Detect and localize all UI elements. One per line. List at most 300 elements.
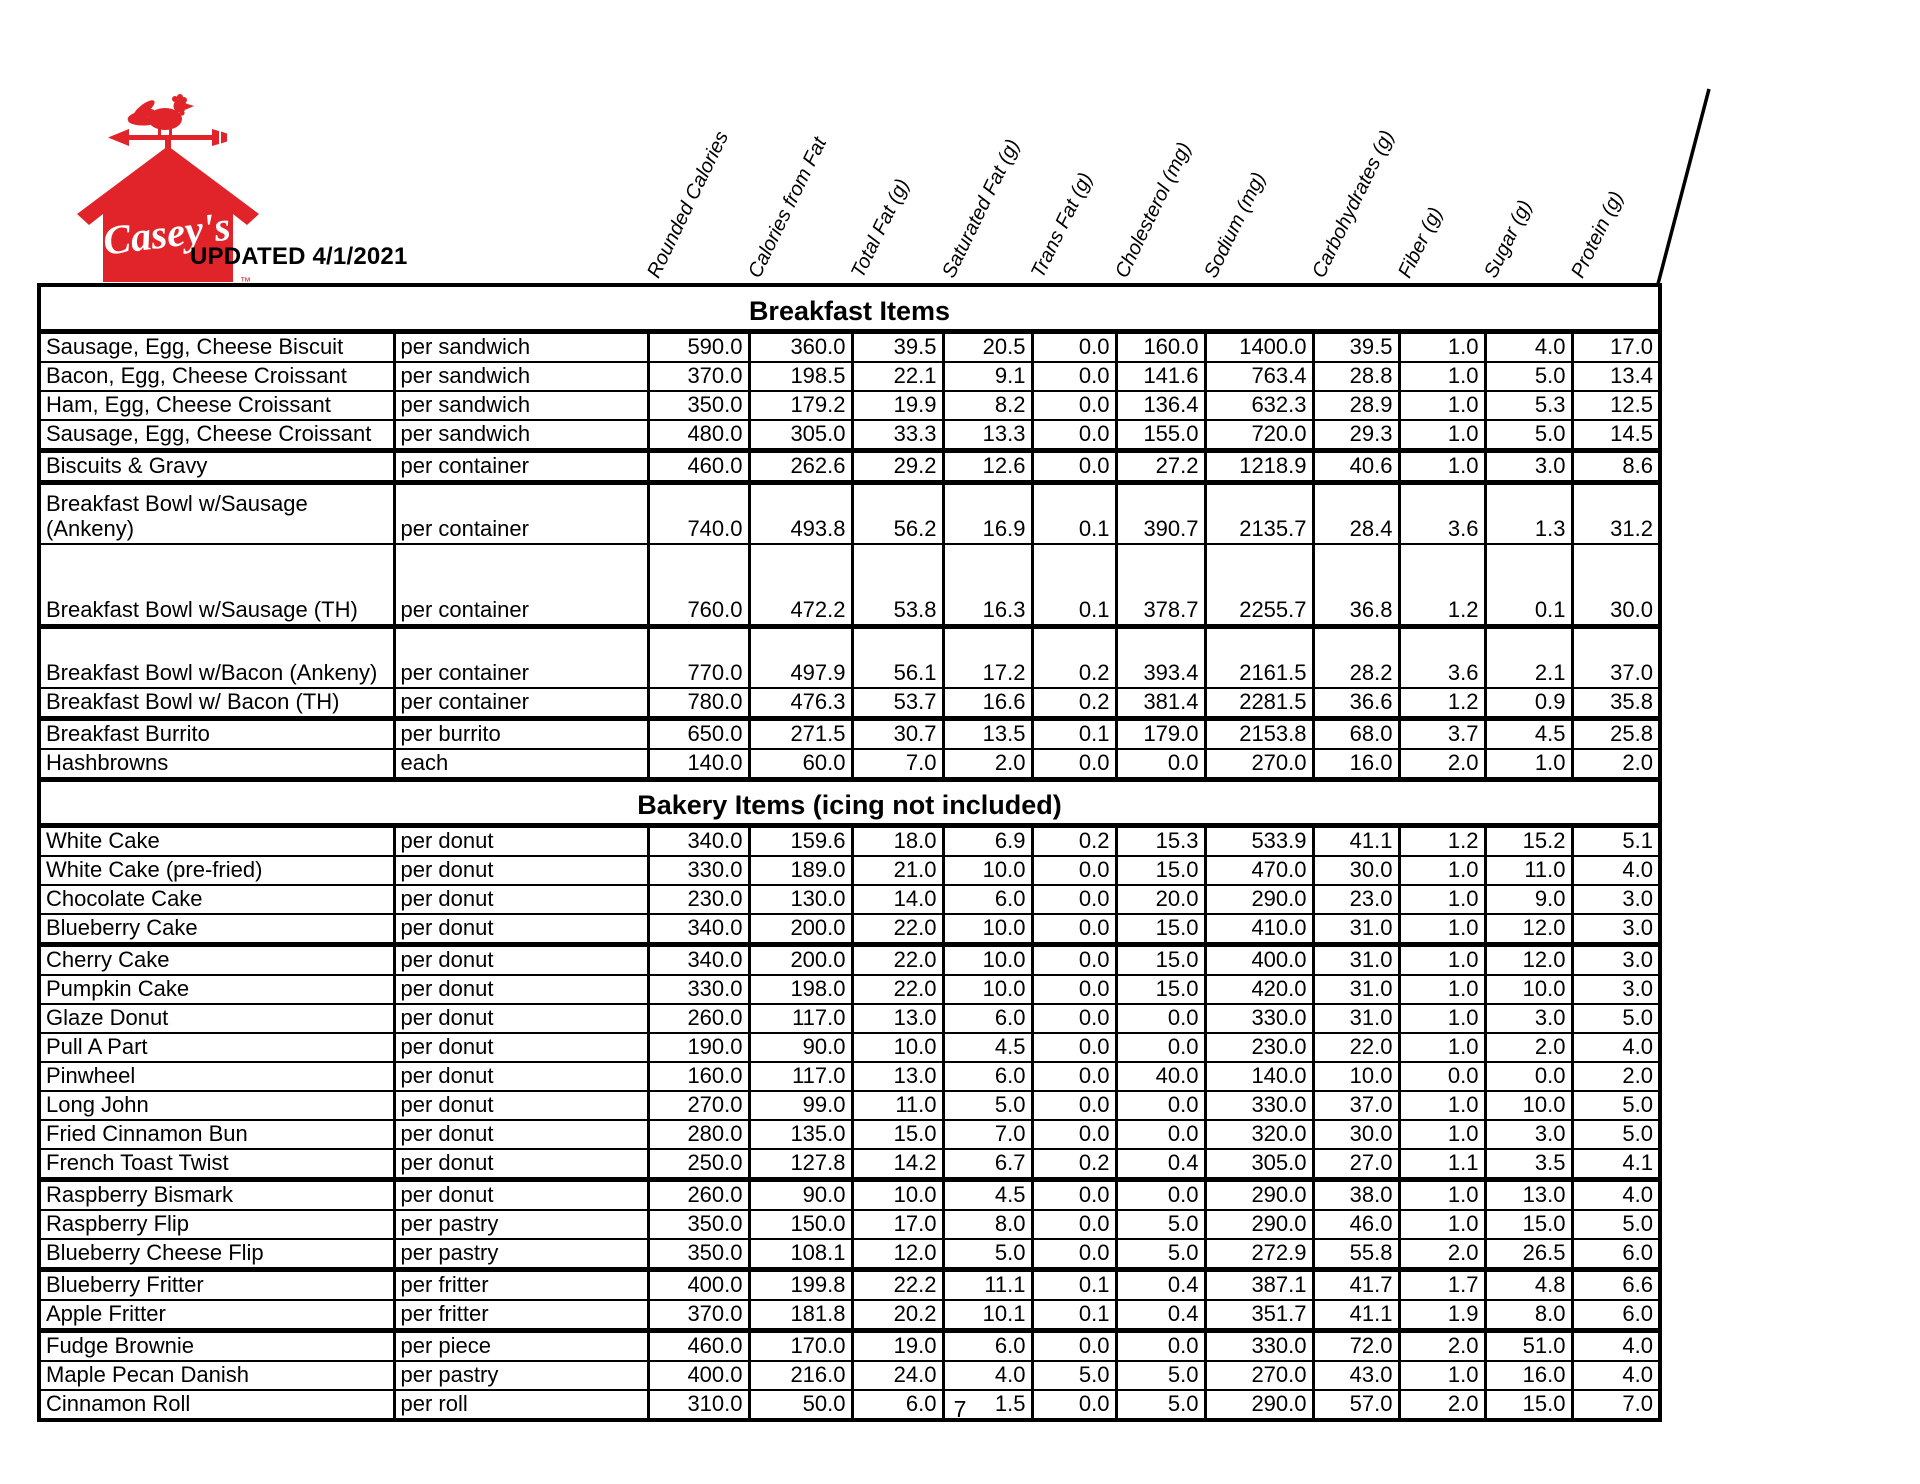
- nutrient-value-cell: 99.0: [749, 1091, 852, 1120]
- serving-size-cell: per pastry: [394, 1361, 648, 1390]
- nutrient-value-cell: 53.7: [852, 688, 943, 719]
- nutrient-value-cell: 1.7: [1399, 1270, 1485, 1301]
- nutrient-value-cell: 181.8: [749, 1300, 852, 1331]
- nutrient-value-cell: 16.0: [1485, 1361, 1572, 1390]
- nutrient-value-cell: 270.0: [648, 1091, 749, 1120]
- nutrient-value-cell: 7.0: [852, 749, 943, 780]
- nutrient-value-cell: 10.0: [943, 856, 1032, 885]
- nutrient-value-cell: 305.0: [749, 420, 852, 451]
- nutrient-value-cell: 5.0: [1032, 1361, 1116, 1390]
- nutrient-value-cell: 10.0: [1485, 975, 1572, 1004]
- nutrient-value-cell: 650.0: [648, 719, 749, 750]
- serving-size-cell: each: [394, 749, 648, 780]
- nutrient-value-cell: 420.0: [1205, 975, 1313, 1004]
- nutrient-value-cell: 56.1: [852, 626, 943, 688]
- nutrient-value-cell: 1.2: [1399, 544, 1485, 626]
- item-name-cell: Pull A Part: [39, 1033, 394, 1062]
- table-row: [39, 1210, 1660, 1239]
- nutrient-value-cell: 15.0: [1116, 945, 1205, 976]
- nutrient-value-cell: 31.2: [1572, 482, 1660, 544]
- nutrient-value-cell: 24.0: [852, 1361, 943, 1390]
- nutrient-value-cell: 260.0: [648, 1004, 749, 1033]
- serving-size-cell: per donut: [394, 856, 648, 885]
- nutrient-value-cell: 6.6: [1572, 1270, 1660, 1301]
- nutrient-value-cell: 0.0: [1032, 1390, 1116, 1420]
- nutrient-value-cell: 470.0: [1205, 856, 1313, 885]
- nutrient-value-cell: 0.0: [1032, 362, 1116, 391]
- nutrient-value-cell: 16.9: [943, 482, 1032, 544]
- item-name-cell: Hashbrowns: [39, 749, 394, 780]
- nutrient-value-cell: 39.5: [1313, 331, 1399, 362]
- nutrient-value-cell: 5.0: [1116, 1390, 1205, 1420]
- table-row: [39, 1120, 1660, 1149]
- nutrient-value-cell: 4.5: [943, 1033, 1032, 1062]
- table-row: [39, 391, 1660, 420]
- nutrient-value-cell: 1.0: [1399, 420, 1485, 451]
- item-name-cell: Cherry Cake: [39, 945, 394, 976]
- nutrient-value-cell: 4.0: [1572, 1331, 1660, 1362]
- nutrient-value-cell: 0.0: [1116, 1120, 1205, 1149]
- nutrient-value-cell: 1.9: [1399, 1300, 1485, 1331]
- nutrient-value-cell: 0.0: [1399, 1062, 1485, 1091]
- nutrient-value-cell: 160.0: [1116, 331, 1205, 362]
- nutrient-value-cell: 0.0: [1032, 1210, 1116, 1239]
- nutrient-value-cell: 127.8: [749, 1149, 852, 1180]
- nutrient-value-cell: 740.0: [648, 482, 749, 544]
- nutrient-value-cell: 1.0: [1399, 1120, 1485, 1149]
- nutrient-value-cell: 0.0: [1116, 749, 1205, 780]
- header-diagonal-line: [1648, 82, 1728, 292]
- column-header-fiber-g: Fiber (g): [1394, 203, 1448, 282]
- nutrient-value-cell: 30.0: [1572, 544, 1660, 626]
- table-row: [39, 1270, 1660, 1301]
- nutrient-value-cell: 5.0: [1116, 1361, 1205, 1390]
- nutrient-value-cell: 20.0: [1116, 885, 1205, 914]
- item-name-cell: Raspberry Flip: [39, 1210, 394, 1239]
- table-row: [39, 626, 1660, 688]
- nutrient-value-cell: 350.0: [648, 1239, 749, 1270]
- nutrient-value-cell: 290.0: [1205, 1180, 1313, 1211]
- table-row: [39, 975, 1660, 1004]
- nutrient-value-cell: 46.0: [1313, 1210, 1399, 1239]
- column-header-rounded-calories: Rounded Calories: [643, 127, 734, 282]
- nutrient-value-cell: 19.0: [852, 1331, 943, 1362]
- updated-date-label: UPDATED 4/1/2021: [190, 243, 408, 270]
- item-name-cell: Sausage, Egg, Cheese Croissant: [39, 420, 394, 451]
- nutrient-value-cell: 33.3: [852, 420, 943, 451]
- nutrient-value-cell: 230.0: [1205, 1033, 1313, 1062]
- nutrient-value-cell: 90.0: [749, 1180, 852, 1211]
- nutrient-value-cell: 250.0: [648, 1149, 749, 1180]
- table-row: [39, 1180, 1660, 1211]
- nutrient-value-cell: 0.1: [1032, 719, 1116, 750]
- serving-size-cell: per pastry: [394, 1210, 648, 1239]
- nutrient-value-cell: 60.0: [749, 749, 852, 780]
- serving-size-cell: per donut: [394, 1062, 648, 1091]
- nutrient-value-cell: 400.0: [1205, 945, 1313, 976]
- logo-wordmark: Casey's: [100, 202, 233, 264]
- nutrient-value-cell: 0.0: [1032, 749, 1116, 780]
- nutrient-value-cell: 0.0: [1032, 391, 1116, 420]
- nutrient-value-cell: 0.0: [1032, 914, 1116, 945]
- nutrient-value-cell: 117.0: [749, 1062, 852, 1091]
- nutrient-value-cell: 6.9: [943, 826, 1032, 857]
- serving-size-cell: per container: [394, 688, 648, 719]
- nutrient-value-cell: 2.0: [943, 749, 1032, 780]
- item-name-cell: Bacon, Egg, Cheese Croissant: [39, 362, 394, 391]
- nutrient-value-cell: 381.4: [1116, 688, 1205, 719]
- nutrient-value-cell: 720.0: [1205, 420, 1313, 451]
- serving-size-cell: per donut: [394, 945, 648, 976]
- nutrient-value-cell: 330.0: [1205, 1331, 1313, 1362]
- page-number: 7: [953, 1396, 967, 1422]
- table-row: [39, 1361, 1660, 1390]
- nutrient-value-cell: 1.0: [1485, 749, 1572, 780]
- nutrient-value-cell: 400.0: [648, 1270, 749, 1301]
- item-name-cell: White Cake: [39, 826, 394, 857]
- nutrient-value-cell: 340.0: [648, 826, 749, 857]
- nutrient-value-cell: 199.8: [749, 1270, 852, 1301]
- nutrient-value-cell: 2.0: [1399, 749, 1485, 780]
- nutrient-value-cell: 10.0: [943, 914, 1032, 945]
- item-name-cell: Blueberry Fritter: [39, 1270, 394, 1301]
- nutrient-value-cell: 780.0: [648, 688, 749, 719]
- nutrient-value-cell: 10.0: [1485, 1091, 1572, 1120]
- nutrient-value-cell: 1.5: [943, 1390, 1032, 1420]
- section-title: Bakery Items (icing not included): [39, 780, 1660, 826]
- nutrient-value-cell: 16.3: [943, 544, 1032, 626]
- nutrient-value-cell: 22.0: [852, 945, 943, 976]
- nutrient-value-cell: 1.0: [1399, 1180, 1485, 1211]
- nutrient-value-cell: 136.4: [1116, 391, 1205, 420]
- nutrient-value-cell: 28.4: [1313, 482, 1399, 544]
- nutrient-value-cell: 6.0: [1572, 1239, 1660, 1270]
- table-row: [39, 945, 1660, 976]
- nutrient-value-cell: 30.7: [852, 719, 943, 750]
- nutrient-value-cell: 17.0: [1572, 331, 1660, 362]
- nutrient-value-cell: 1.0: [1399, 885, 1485, 914]
- serving-size-cell: per container: [394, 482, 648, 544]
- nutrient-value-cell: 56.2: [852, 482, 943, 544]
- nutrient-value-cell: 15.2: [1485, 826, 1572, 857]
- nutrient-value-cell: 3.7: [1399, 719, 1485, 750]
- nutrient-value-cell: 0.0: [1032, 450, 1116, 482]
- nutrient-value-cell: 0.2: [1032, 626, 1116, 688]
- item-name-cell: Blueberry Cheese Flip: [39, 1239, 394, 1270]
- nutrient-value-cell: 6.0: [943, 1004, 1032, 1033]
- nutrient-value-cell: 28.8: [1313, 362, 1399, 391]
- nutrient-value-cell: 10.0: [1313, 1062, 1399, 1091]
- nutrient-value-cell: 2.1: [1485, 626, 1572, 688]
- column-header-trans-fat-g: Trans Fat (g): [1027, 169, 1097, 282]
- column-header-sugar-g: Sugar (g): [1480, 196, 1537, 282]
- nutrient-value-cell: 15.0: [1485, 1390, 1572, 1420]
- nutrient-value-cell: 159.6: [749, 826, 852, 857]
- nutrient-value-cell: 0.0: [1032, 1239, 1116, 1270]
- nutrient-value-cell: 11.1: [943, 1270, 1032, 1301]
- serving-size-cell: per piece: [394, 1331, 648, 1362]
- nutrient-value-cell: 160.0: [648, 1062, 749, 1091]
- item-name-cell: Long John: [39, 1091, 394, 1120]
- nutrient-value-cell: 2255.7: [1205, 544, 1313, 626]
- nutrient-value-cell: 10.0: [943, 945, 1032, 976]
- nutrient-value-cell: 13.5: [943, 719, 1032, 750]
- nutrient-value-cell: 1.0: [1399, 391, 1485, 420]
- serving-size-cell: per donut: [394, 1091, 648, 1120]
- nutrient-value-cell: 330.0: [1205, 1004, 1313, 1033]
- nutrient-value-cell: 2153.8: [1205, 719, 1313, 750]
- nutrient-value-cell: 310.0: [648, 1390, 749, 1420]
- nutrient-value-cell: 0.0: [1032, 1120, 1116, 1149]
- nutrient-value-cell: 21.0: [852, 856, 943, 885]
- table-row: [39, 1149, 1660, 1180]
- nutrient-value-cell: 4.8: [1485, 1270, 1572, 1301]
- nutrient-value-cell: 35.8: [1572, 688, 1660, 719]
- nutrient-value-cell: 141.6: [1116, 362, 1205, 391]
- nutrient-value-cell: 1.0: [1399, 1004, 1485, 1033]
- nutrient-value-cell: 0.0: [1032, 1180, 1116, 1211]
- nutrient-value-cell: 632.3: [1205, 391, 1313, 420]
- table-row: [39, 688, 1660, 719]
- nutrient-value-cell: 1.0: [1399, 1091, 1485, 1120]
- nutrient-value-cell: 29.2: [852, 450, 943, 482]
- nutrient-value-cell: 230.0: [648, 885, 749, 914]
- nutrient-value-cell: 22.1: [852, 362, 943, 391]
- nutrient-value-cell: 0.0: [1032, 420, 1116, 451]
- nutrient-value-cell: 0.0: [1116, 1091, 1205, 1120]
- nutrient-value-cell: 0.0: [1032, 885, 1116, 914]
- nutrient-value-cell: 22.0: [852, 914, 943, 945]
- table-row: [39, 1300, 1660, 1331]
- nutrient-value-cell: 12.6: [943, 450, 1032, 482]
- nutrient-value-cell: 4.0: [1572, 1180, 1660, 1211]
- nutrient-value-cell: 179.2: [749, 391, 852, 420]
- nutrient-value-cell: 5.0: [943, 1239, 1032, 1270]
- nutrient-value-cell: 305.0: [1205, 1149, 1313, 1180]
- nutrient-value-cell: 1.0: [1399, 1361, 1485, 1390]
- nutrient-value-cell: 38.0: [1313, 1180, 1399, 1211]
- table-row: [39, 1062, 1660, 1091]
- table-row: [39, 1033, 1660, 1062]
- nutrient-value-cell: 350.0: [648, 391, 749, 420]
- nutrient-value-cell: 1.0: [1399, 1033, 1485, 1062]
- nutrient-value-cell: 0.4: [1116, 1300, 1205, 1331]
- nutrient-value-cell: 410.0: [1205, 914, 1313, 945]
- nutrient-value-cell: 770.0: [648, 626, 749, 688]
- nutrient-value-cell: 0.0: [1032, 1091, 1116, 1120]
- nutrient-value-cell: 5.0: [1116, 1239, 1205, 1270]
- nutrient-value-cell: 13.4: [1572, 362, 1660, 391]
- nutrient-value-cell: 36.6: [1313, 688, 1399, 719]
- item-name-cell: Sausage, Egg, Cheese Biscuit: [39, 331, 394, 362]
- nutrient-value-cell: 39.5: [852, 331, 943, 362]
- nutrient-value-cell: 4.1: [1572, 1149, 1660, 1180]
- nutrient-value-cell: 590.0: [648, 331, 749, 362]
- nutrient-value-cell: 12.0: [1485, 914, 1572, 945]
- nutrient-value-cell: 6.0: [1572, 1300, 1660, 1331]
- nutrient-value-cell: 30.0: [1313, 856, 1399, 885]
- serving-size-cell: per sandwich: [394, 391, 648, 420]
- nutrient-value-cell: 179.0: [1116, 719, 1205, 750]
- nutrient-value-cell: 0.0: [1032, 1004, 1116, 1033]
- nutrient-value-cell: 4.5: [943, 1180, 1032, 1211]
- nutrient-value-cell: 22.0: [1313, 1033, 1399, 1062]
- nutrient-value-cell: 189.0: [749, 856, 852, 885]
- nutrient-value-cell: 1.0: [1399, 450, 1485, 482]
- nutrient-value-cell: 4.0: [1572, 1361, 1660, 1390]
- nutrient-value-cell: 40.6: [1313, 450, 1399, 482]
- nutrient-value-cell: 117.0: [749, 1004, 852, 1033]
- nutrient-value-cell: 13.0: [852, 1004, 943, 1033]
- nutrient-value-cell: 7.0: [1572, 1390, 1660, 1420]
- serving-size-cell: per fritter: [394, 1300, 648, 1331]
- nutrient-value-cell: 27.2: [1116, 450, 1205, 482]
- nutrient-value-cell: 18.0: [852, 826, 943, 857]
- nutrient-value-cell: 0.9: [1485, 688, 1572, 719]
- nutrient-value-cell: 3.0: [1572, 885, 1660, 914]
- nutrient-value-cell: 41.7: [1313, 1270, 1399, 1301]
- nutrient-value-cell: 22.0: [852, 975, 943, 1004]
- table-row: [39, 826, 1660, 857]
- serving-size-cell: per donut: [394, 1120, 648, 1149]
- nutrient-value-cell: 41.1: [1313, 1300, 1399, 1331]
- nutrient-value-cell: 17.2: [943, 626, 1032, 688]
- nutrient-value-cell: 155.0: [1116, 420, 1205, 451]
- nutrient-value-cell: 0.1: [1032, 482, 1116, 544]
- item-name-cell: Breakfast Bowl w/ Bacon (TH): [39, 688, 394, 719]
- nutrient-value-cell: 25.8: [1572, 719, 1660, 750]
- nutrient-value-cell: 4.0: [1572, 1033, 1660, 1062]
- item-name-cell: Blueberry Cake: [39, 914, 394, 945]
- table-row: [39, 420, 1660, 451]
- nutrient-value-cell: 0.0: [1032, 1062, 1116, 1091]
- nutrient-value-cell: 378.7: [1116, 544, 1205, 626]
- nutrient-value-cell: 2135.7: [1205, 482, 1313, 544]
- nutrient-value-cell: 200.0: [749, 914, 852, 945]
- nutrition-table: [37, 283, 1662, 1422]
- nutrient-value-cell: 0.0: [1032, 975, 1116, 1004]
- nutrient-value-cell: 11.0: [1485, 856, 1572, 885]
- nutrient-value-cell: 12.0: [852, 1239, 943, 1270]
- item-name-cell: Pumpkin Cake: [39, 975, 394, 1004]
- table-row: [39, 856, 1660, 885]
- nutrient-value-cell: 0.0: [1485, 1062, 1572, 1091]
- nutrient-value-cell: 3.0: [1485, 450, 1572, 482]
- nutrient-value-cell: 5.0: [1485, 420, 1572, 451]
- nutrient-value-cell: 260.0: [648, 1180, 749, 1211]
- item-name-cell: Breakfast Burrito: [39, 719, 394, 750]
- nutrient-value-cell: 2.0: [1572, 749, 1660, 780]
- nutrient-value-cell: 135.0: [749, 1120, 852, 1149]
- nutrient-value-cell: 55.8: [1313, 1239, 1399, 1270]
- serving-size-cell: per donut: [394, 826, 648, 857]
- nutrient-value-cell: 12.5: [1572, 391, 1660, 420]
- nutrient-value-cell: 1.0: [1399, 362, 1485, 391]
- nutrient-value-cell: 23.0: [1313, 885, 1399, 914]
- serving-size-cell: per burrito: [394, 719, 648, 750]
- nutrient-value-cell: 270.0: [1205, 1361, 1313, 1390]
- nutrient-value-cell: 10.0: [852, 1180, 943, 1211]
- nutrient-value-cell: 290.0: [1205, 885, 1313, 914]
- column-header-calories-from-fat: Calories from Fat: [744, 133, 832, 282]
- nutrient-value-cell: 0.0: [1116, 1180, 1205, 1211]
- nutrient-value-cell: 330.0: [1205, 1091, 1313, 1120]
- nutrient-value-cell: 6.0: [852, 1390, 943, 1420]
- table-row: [39, 914, 1660, 945]
- nutrient-value-cell: 37.0: [1572, 626, 1660, 688]
- nutrient-value-cell: 19.9: [852, 391, 943, 420]
- nutrient-value-cell: 0.1: [1032, 1300, 1116, 1331]
- nutrient-value-cell: 6.0: [943, 1062, 1032, 1091]
- nutrient-value-cell: 0.2: [1032, 1149, 1116, 1180]
- nutrient-value-cell: 1.0: [1399, 945, 1485, 976]
- serving-size-cell: per donut: [394, 885, 648, 914]
- nutrient-value-cell: 1.0: [1399, 1210, 1485, 1239]
- section-title-row: [39, 285, 1660, 331]
- nutrient-value-cell: 68.0: [1313, 719, 1399, 750]
- nutrient-value-cell: 1400.0: [1205, 331, 1313, 362]
- table-row: [39, 1004, 1660, 1033]
- nutrient-value-cell: 480.0: [648, 420, 749, 451]
- column-header-protein-g: Protein (g): [1567, 187, 1628, 282]
- table-row: [39, 719, 1660, 750]
- nutrient-value-cell: 497.9: [749, 626, 852, 688]
- item-name-cell: Raspberry Bismark: [39, 1180, 394, 1211]
- nutrient-value-cell: 3.0: [1572, 975, 1660, 1004]
- nutrient-value-cell: 10.0: [852, 1033, 943, 1062]
- serving-size-cell: per donut: [394, 975, 648, 1004]
- nutrient-value-cell: 30.0: [1313, 1120, 1399, 1149]
- nutrient-value-cell: 15.3: [1116, 826, 1205, 857]
- nutrient-value-cell: 0.2: [1032, 688, 1116, 719]
- nutrient-value-cell: 140.0: [648, 749, 749, 780]
- nutrient-value-cell: 1.2: [1399, 826, 1485, 857]
- nutrient-value-cell: 36.8: [1313, 544, 1399, 626]
- nutrient-value-cell: 12.0: [1485, 945, 1572, 976]
- logo-trademark: ™: [240, 276, 251, 286]
- nutrient-value-cell: 0.1: [1032, 1270, 1116, 1301]
- nutrient-value-cell: 8.0: [1485, 1300, 1572, 1331]
- item-name-cell: White Cake (pre-fried): [39, 856, 394, 885]
- serving-size-cell: per container: [394, 626, 648, 688]
- nutrient-value-cell: 22.2: [852, 1270, 943, 1301]
- nutrient-value-cell: 31.0: [1313, 1004, 1399, 1033]
- serving-size-cell: per sandwich: [394, 331, 648, 362]
- nutrient-value-cell: 15.0: [1116, 856, 1205, 885]
- nutrient-value-cell: 72.0: [1313, 1331, 1399, 1362]
- nutrient-value-cell: 15.0: [1485, 1210, 1572, 1239]
- nutrient-value-cell: 6.0: [943, 885, 1032, 914]
- nutrient-value-cell: 340.0: [648, 945, 749, 976]
- nutrient-value-cell: 3.5: [1485, 1149, 1572, 1180]
- nutrient-value-cell: 6.7: [943, 1149, 1032, 1180]
- section-title: Breakfast Items: [39, 285, 1660, 331]
- nutrient-value-cell: 262.6: [749, 450, 852, 482]
- nutrient-value-cell: 5.0: [1572, 1210, 1660, 1239]
- nutrient-value-cell: 43.0: [1313, 1361, 1399, 1390]
- nutrient-value-cell: 53.8: [852, 544, 943, 626]
- nutrient-value-cell: 5.0: [1572, 1004, 1660, 1033]
- nutrient-value-cell: 10.1: [943, 1300, 1032, 1331]
- nutrient-value-cell: 2.0: [1572, 1062, 1660, 1091]
- item-name-cell: French Toast Twist: [39, 1149, 394, 1180]
- nutrient-value-cell: 40.0: [1116, 1062, 1205, 1091]
- nutrient-value-cell: 7.0: [943, 1120, 1032, 1149]
- column-header-sodium-mg: Sodium (mg): [1200, 168, 1271, 282]
- table-row: [39, 450, 1660, 482]
- nutrient-value-cell: 0.0: [1116, 1331, 1205, 1362]
- nutrient-value-cell: 400.0: [648, 1361, 749, 1390]
